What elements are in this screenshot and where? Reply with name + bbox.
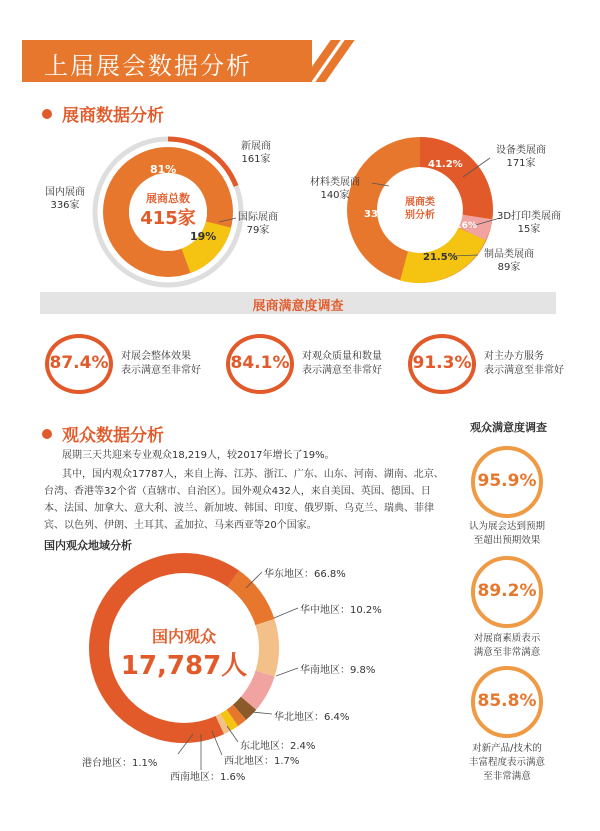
label-3d: 3D打印类展商 15家 xyxy=(496,211,562,235)
visitor-paragraph-2: 其中，国内观众17787人，来自上海、江苏、浙江、广东、山东、河南、湖南、北京、 台湾、香港等32个省（直辖市、自治区）。国外观众432人，来自美国、英国、德国、日 本、法国、加拿大、意大利、波兰、新加坡、韩国、印度、俄罗斯、乌克兰、瑞典、菲律 宾、以色列、伊朗、土耳其、孟加拉、马来西亚等20个国家。 xyxy=(44,469,444,531)
satisfaction-text-2: 对观众质量和数量 表示满意至非常好 xyxy=(302,351,382,376)
satisfaction-value-3: 91.3% xyxy=(412,353,472,373)
exhibitor-section-title: 展商数据分析 xyxy=(62,106,164,126)
page-title: 上届展会数据分析 xyxy=(44,52,252,80)
visitor-value-2: 89.2% xyxy=(477,581,537,601)
total-center-title: 展商总数 xyxy=(146,192,190,205)
visitor-section-title: 观众数据分析 xyxy=(62,426,164,446)
satisfaction-text-3: 对主办方服务 表示满意至非常好 xyxy=(484,351,564,376)
region-label-northeast: 东北地区：2.4% xyxy=(240,741,316,752)
satisfaction-value-1: 87.4% xyxy=(49,353,109,373)
region-center-title: 国内观众 xyxy=(151,627,216,646)
label-new: 新展商 161家 xyxy=(241,141,271,165)
region-label-south: 华南地区：9.8% xyxy=(300,665,376,676)
region-label-southwest: 西南地区：1.6% xyxy=(170,772,246,783)
visitor-text-2: 对展商素质表示 满意至非常满意 xyxy=(473,633,541,658)
visitor-text-3: 对新产品/技术的 丰富程度表示满意 至非常满意 xyxy=(468,743,545,782)
region-segment xyxy=(225,717,232,721)
region-label-northwest: 西北地区：1.7% xyxy=(224,756,300,767)
region-label-north: 华北地区：6.4% xyxy=(274,712,350,723)
satisfaction-bar-title: 展商满意度调查 xyxy=(252,299,344,314)
region-segment xyxy=(219,722,224,725)
total-center-value: 415家 xyxy=(140,208,196,229)
visitor-value-3: 85.8% xyxy=(477,691,537,711)
category-center-title: 展商类 别分析 xyxy=(405,197,435,221)
visitor-satisfaction-title: 观众满意度调查 xyxy=(470,421,547,434)
label-equipment: 设备类展商 171家 xyxy=(496,145,546,169)
visitor-value-1: 95.9% xyxy=(477,471,537,491)
satisfaction-text-1: 对展会整体效果 表示满意至非常好 xyxy=(121,351,201,376)
label-international: 国际展商 79家 xyxy=(238,212,278,236)
visitor-text-1: 认为展会达到预期 至超出预期效果 xyxy=(468,521,545,546)
pct-3d: 3.6% xyxy=(452,221,477,231)
region-label-central: 华中地区：10.2% xyxy=(300,605,382,616)
pct-material: 33.7% xyxy=(364,209,399,220)
pct-product: 21.5% xyxy=(423,252,458,263)
pct-equipment: 41.2% xyxy=(428,159,463,170)
pct-international: 19% xyxy=(190,230,217,243)
region-segment xyxy=(239,703,248,712)
visitor-paragraph-1: 展期三天共迎来专业观众18,219人，较2017年增长了19%。 xyxy=(62,450,335,461)
region-center-value: 17,787人 xyxy=(120,651,248,681)
region-segment xyxy=(232,712,239,717)
label-material: 材料类展商 140家 xyxy=(310,177,360,201)
satisfaction-value-2: 84.1% xyxy=(230,353,290,373)
label-product: 制品类展商 89家 xyxy=(484,249,534,273)
region-title: 国内观众地域分析 xyxy=(44,539,132,552)
region-label-hkmotw: 港台地区：1.1% xyxy=(82,758,158,769)
pct-domestic: 81% xyxy=(150,163,177,176)
region-segment xyxy=(264,622,268,673)
region-label-east: 华东地区：66.8% xyxy=(264,569,346,580)
label-domestic: 国内展商 336家 xyxy=(45,187,85,211)
